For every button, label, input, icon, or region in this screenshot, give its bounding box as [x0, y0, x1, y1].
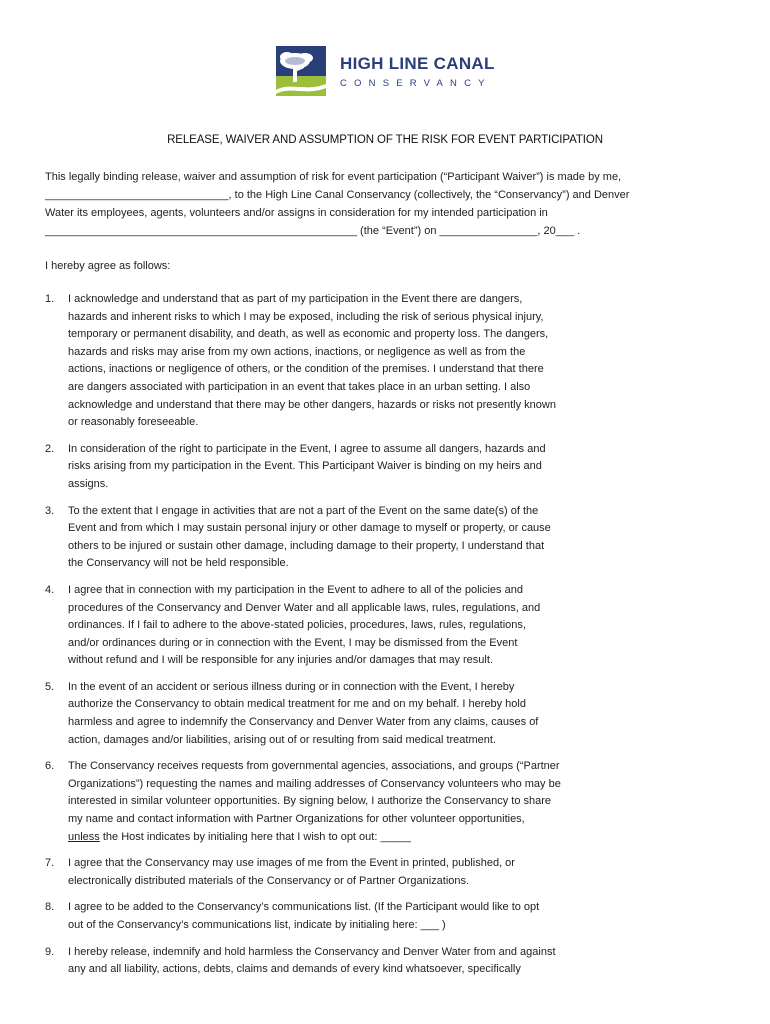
clause-line: procedures of the Conservancy and Denver Water and all applicable laws, rules, regulations, and: [68, 601, 541, 614]
clause-number: 5.: [45, 680, 55, 693]
clause-list: [45, 291, 735, 988]
intro-line: Water its employees, agents, volunteers and/or assigns in consideration for my intended participation in: [45, 207, 548, 219]
opt-out-text: the Host indicates by initialing here that I wish to opt out: _____: [99, 830, 412, 843]
clause-line: I agree to be added to the Conservancy’s communications list. (If the Participant would like to opt: [68, 901, 540, 914]
clause-number: 9.: [45, 945, 55, 958]
tree-canal-logo-icon: [276, 46, 326, 96]
clause-line: out of the Conservancy’s communications list, indicate by initialing here: ___ ): [68, 919, 446, 931]
clause-line: are dangers associated with participation in an event that takes place in an urban setting. I also: [68, 380, 531, 393]
conservancy-logo: [276, 46, 495, 96]
clause-number: 7.: [45, 857, 55, 870]
clause-number: 4.: [45, 583, 55, 596]
clause-9: [45, 944, 735, 979]
agreement-heading: I hereby agree as follows:: [45, 260, 171, 272]
clause-line: hazards and inherent risks to which I may be exposed, including the risk of serious physical injury,: [68, 310, 544, 323]
clause-number: 1.: [45, 293, 55, 305]
clause-line: [68, 829, 735, 847]
intro-line: ______________________________, to the High Line Canal Conservancy (collectively, the “Conservancy”) and Denver: [45, 189, 630, 201]
clause-line: electronically distributed materials of the Conservancy or of Partner Organizations.: [68, 874, 470, 887]
clause-line: In consideration of the right to participate in the Event, I agree to assume all dangers, hazards and: [68, 442, 546, 455]
clause-number: 3.: [45, 504, 55, 517]
clause-line: Event and from which I may sustain personal injury or other damage to myself or property, or cause: [68, 522, 551, 535]
clause-line: hazards and risks may arise from my own actions, inactions, or negligence as well as from the: [68, 345, 526, 358]
clause-3: [45, 503, 735, 573]
clause-line: my name and contact information with Partner Organizations for other volunteer opportunities,: [68, 813, 525, 826]
clause-8: [45, 899, 735, 934]
clause-line: harmless and agree to indemnify the Conservancy and Denver Water from any claims, causes of: [68, 716, 539, 729]
clause-5: [45, 679, 735, 749]
clause-line: The Conservancy receives requests from governmental agencies, associations, and groups (“Partner: [68, 760, 560, 773]
clause-number: 8.: [45, 901, 55, 914]
clause-line: I agree that the Conservancy may use images of me from the Event in printed, published, or: [68, 857, 515, 870]
clause-6: [45, 758, 735, 846]
clause-line: I hereby release, indemnify and hold harmless the Conservancy and Denver Water from and against: [68, 945, 556, 958]
intro-paragraph: [45, 168, 735, 240]
clause-line: assigns.: [68, 477, 109, 490]
clause-line: To the extent that I engage in activities that are not a part of the Event on the same date(s) of the: [68, 504, 539, 517]
clause-line: interested in similar volunteer opportunities. By signing below, I authorize the Conservancy to share: [68, 795, 552, 808]
clause-line: others to be injured or sustain other damage, including damage to their property, I understand that: [68, 539, 545, 552]
clause-line: ordinances. If I fail to adhere to the above-stated policies, procedures, laws, rules, regulations,: [68, 619, 526, 632]
unless-emphasis: unless: [68, 830, 100, 843]
clause-4: [45, 582, 735, 670]
logo-wordmark: HIGH LINE CANAL: [340, 53, 495, 73]
clause-line: actions, inactions or negligence of others, or the condition of the premises. I understand that there: [68, 363, 544, 376]
logo-subtitle: CONSERVANCY: [340, 77, 492, 89]
clause-1: [45, 291, 735, 432]
clause-line: In the event of an accident or serious illness during or in connection with the Event, I hereby: [68, 680, 515, 693]
clause-line: and/or ordinances during or in connection with the Event, I may be dismissed from the Event: [68, 636, 518, 649]
clause-2: [45, 441, 735, 494]
document-title: RELEASE, WAIVER AND ASSUMPTION OF THE RISK FOR EVENT PARTICIPATION: [167, 134, 603, 146]
clause-line: any and all liability, actions, debts, claims and demands of every kind whatsoever, specifically: [68, 963, 521, 976]
clause-number: 6.: [45, 760, 55, 773]
clause-line: action, damages and/or liabilities, arising out of or resulting from said medical treatment.: [68, 733, 496, 746]
clause-line: without refund and I will be responsible for any injuries and/or damages that may result.: [68, 654, 493, 667]
clause-line: or reasonably foreseeable.: [68, 416, 199, 429]
clause-line: I acknowledge and understand that as part of my participation in the Event there are dangers,: [68, 293, 523, 305]
clause-7: [45, 855, 735, 890]
intro-line: This legally binding release, waiver and assumption of risk for event participation (“Participant Waiver”) is made by me,: [45, 171, 622, 183]
clause-line: risks arising from my participation in the Event. This Participant Waiver is binding on my heirs and: [68, 460, 542, 473]
clause-line: temporary or permanent disability, and death, as well as economic and property loss. The dangers,: [68, 328, 549, 341]
clause-line: authorize the Conservancy to obtain medical treatment for me and on my behalf. I hereby hold: [68, 698, 526, 711]
clause-line: Organizations”) requesting the names and mailing addresses of Conservancy volunteers who may be: [68, 777, 561, 790]
intro-line: ___________________________________________________ (the “Event”) on ________________, 20___ .: [45, 225, 581, 237]
clause-number: 2.: [45, 442, 55, 455]
clause-line: acknowledge and understand that there may be other dangers, hazards or risks not presently known: [68, 398, 556, 411]
clause-line: I agree that in connection with my participation in the Event to adhere to all of the policies and: [68, 583, 523, 596]
clause-line: the Conservancy will not be held responsible.: [68, 557, 289, 570]
